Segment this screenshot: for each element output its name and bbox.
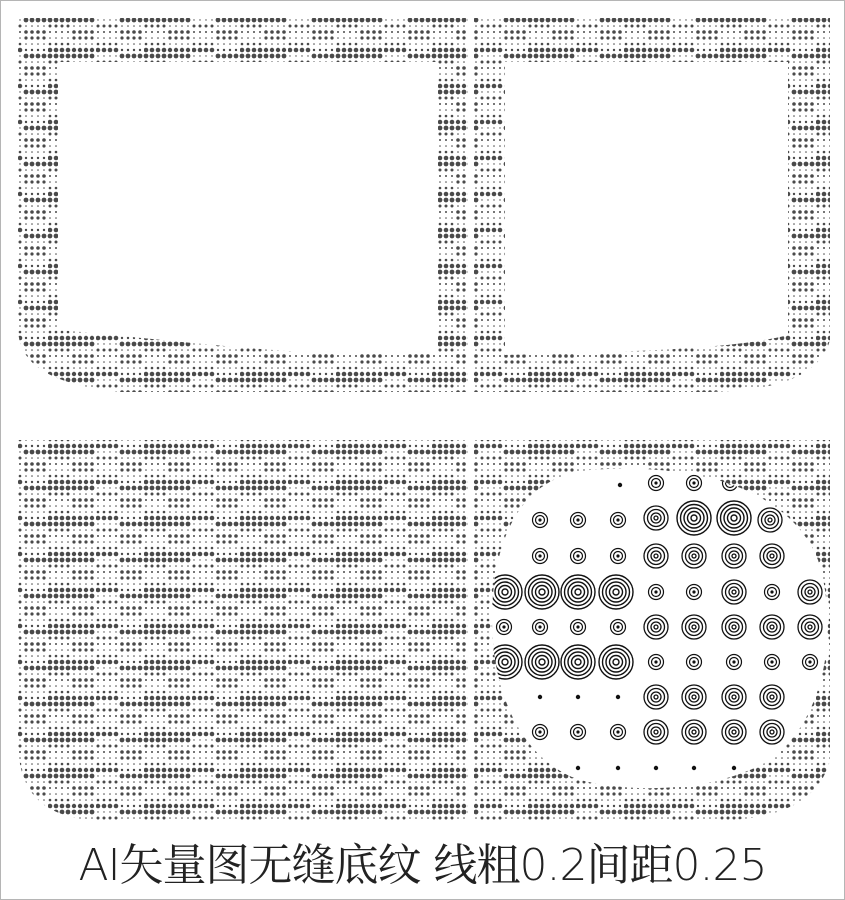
panel-bottom-right: [474, 440, 830, 820]
panel-top-right: [474, 18, 830, 392]
panel-bottom-left: [18, 440, 468, 820]
panel-top-left: [18, 18, 468, 392]
caption-text: AI矢量图无缝底纹 线粗0.2间距0.25: [78, 840, 767, 891]
